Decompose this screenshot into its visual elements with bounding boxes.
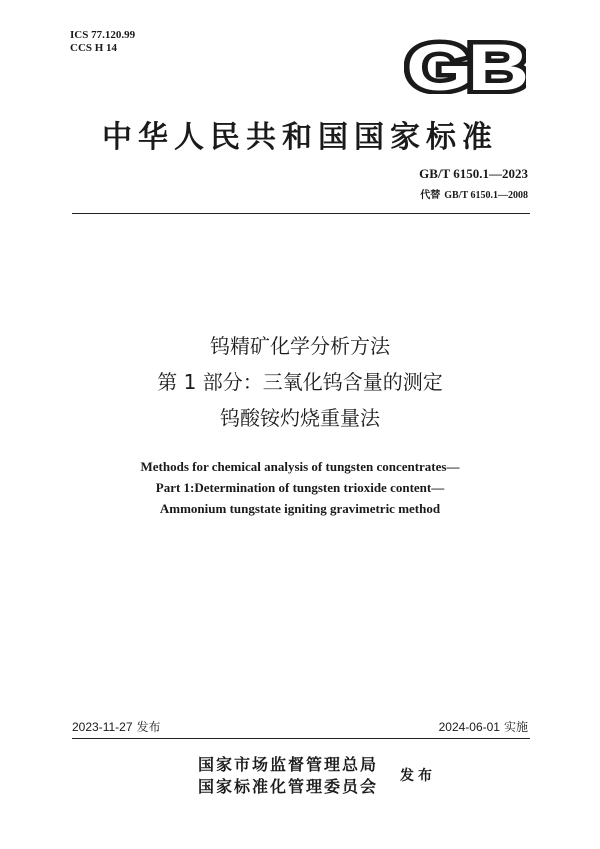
publish-action: 发布 bbox=[400, 768, 436, 784]
publisher-name: 国家标准化管理委员会 bbox=[198, 777, 379, 796]
publisher-name: 国家市场监督管理总局 bbox=[198, 755, 379, 774]
standard-category-title: 中华人民共和国国家标准 bbox=[102, 120, 498, 155]
gb-logo-text: GB bbox=[406, 36, 526, 94]
ics-code: ICS 77.120.99 bbox=[70, 29, 136, 41]
chinese-title-line: 钨精矿化学分析方法 bbox=[210, 334, 390, 358]
effective-label: 实施 bbox=[503, 720, 528, 734]
chinese-title-line: 第 1 部分：三氧化钨含量的测定 bbox=[157, 370, 443, 394]
gb-logo bbox=[404, 36, 526, 94]
issue-date bbox=[72, 718, 161, 735]
english-title bbox=[0, 456, 600, 519]
effective-date-value: 2024-06-01 bbox=[438, 720, 500, 734]
bottom-divider bbox=[72, 738, 530, 739]
chinese-title bbox=[0, 328, 600, 436]
chinese-title-line: 钨酸铵灼烧重量法 bbox=[220, 406, 380, 430]
english-title-line: Part 1:Determination of tungsten trioxide content— bbox=[155, 480, 445, 495]
replaces-label: 代替 bbox=[420, 190, 441, 201]
ccs-code: CCS H 14 bbox=[70, 42, 118, 54]
english-title-line: Methods for chemical analysis of tungsten concentrates— bbox=[140, 459, 460, 474]
replaces-standard bbox=[420, 186, 528, 201]
effective-date bbox=[439, 718, 528, 735]
standard-number: GB/T 6150.1—2023 bbox=[419, 166, 528, 181]
english-title-line: Ammonium tungstate igniting gravimetric method bbox=[159, 501, 441, 516]
issue-label: 发布 bbox=[136, 720, 161, 734]
top-divider bbox=[72, 213, 530, 214]
publishers bbox=[198, 754, 378, 798]
issue-date-value: 2023-11-27 bbox=[72, 720, 133, 734]
replaces-number: GB/T 6150.1—2008 bbox=[444, 190, 528, 201]
classification-codes bbox=[70, 29, 135, 55]
